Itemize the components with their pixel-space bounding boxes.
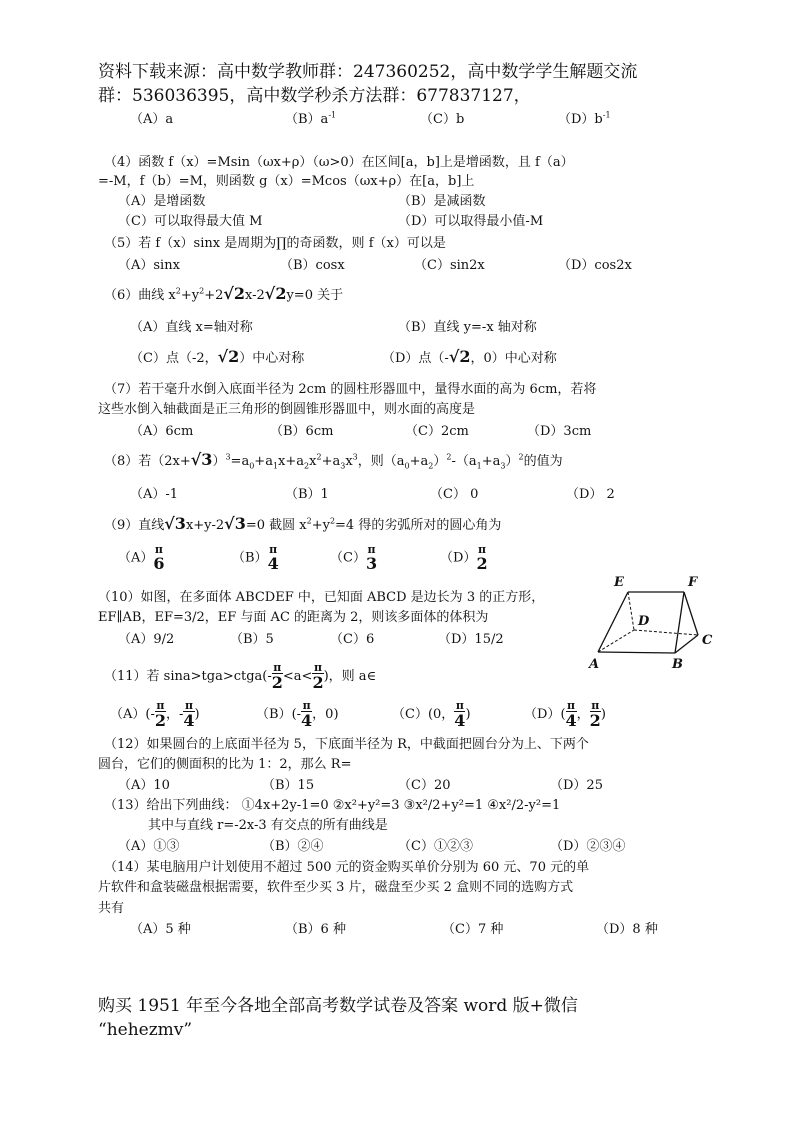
q13-option-c: （C）①②③ — [398, 839, 473, 854]
q14-stem-line-2: 片软件和盒装磁盘根据需要，软件至少买 3 片，磁盘至少买 2 盒则不同的选购方式 — [98, 880, 574, 895]
q11-option-a: （A）(- $\frac{\pi}{2}$ ，- $\frac{\pi}{4}$ ) — [110, 699, 200, 730]
q6-stem: （6）曲线 $x^2+y^2+2√2x-2√2y=0$ 关于 — [104, 284, 344, 303]
q7-option-c: （C）2cm — [405, 424, 469, 439]
vertex-label-d: D — [638, 614, 650, 629]
q4-option-b: （B）是减函数 — [398, 194, 486, 209]
edge-ab — [598, 652, 675, 653]
edge-fc — [684, 592, 698, 635]
q12-stem-line-1: （12）如果圆台的上底面半径为 5，下底面半径为 R，中截面把圆台分为上、下两个 — [104, 737, 589, 752]
q9-stem: （9）直线√3x+y-2√3=0 截圆 $x^2+y^2=4$ 得的劣弧所对的圆心角为 — [104, 514, 502, 533]
q14-stem-line-3: 共有 — [98, 901, 125, 916]
header-line-2: 群：536036395，高中数学秒杀方法群：677837127， — [98, 86, 531, 106]
q9-option-d: （D） π 2 — [440, 543, 488, 573]
q13-stem-line-2: 其中与直线 r=-2x-3 有交点的所有曲线是 — [148, 818, 388, 833]
header-line-1: 资料下载来源：高中数学教师群：247360252，高中数学学生解题交流 — [98, 62, 638, 82]
q5-option-d: （D）cos2x — [558, 258, 632, 273]
q6-option-a: （A）直线 x=轴对称 — [130, 320, 253, 335]
q3-option-d: $(D)b^{-1}$ — [558, 110, 611, 127]
q14-stem-line-1: （14）某电脑用户计划使用不超过 500 元的资金购买单价分别为 60 元、70 元的单 — [104, 860, 590, 875]
q8-option-a: （A）-1 — [130, 487, 179, 502]
q8-stem: （8）若$(2x+√3)^3=a_0+a_1x+a_2x^2+a_3x^3$，则$(a_0+a_2)^2-(a_1+a_3)^2$的值为 — [104, 450, 563, 471]
q11-stem: （11）若 sina>tga>ctga(- $\frac{\pi}{2}$ <a< $\frac{\pi}{2}$ )，则 a∈ — [104, 661, 377, 692]
q5-option-c: （C）sin2x — [414, 258, 485, 273]
vertex-label-b: B — [672, 657, 683, 672]
q4-option-d: （D）可以取得最小值-M — [398, 214, 544, 229]
q14-option-c: （C）7 种 — [442, 922, 504, 937]
edge-bc — [675, 635, 698, 653]
q10-option-d: （D）15/2 — [438, 632, 504, 647]
q12-option-a: （A）10 — [118, 778, 170, 793]
q13-stem-line-1: （13）给出下列曲线： ①4x+2y-1=0 ②x²+y²=3 ③x²/2+y²=1 ④x²/2-y²=1 — [104, 798, 561, 813]
polyhedron-figure — [588, 572, 724, 672]
q10-stem-line-2: EF∥AB，EF=3/2，EF 与面 AC 的距离为 2，则该多面体的体积为 — [98, 610, 489, 625]
q6-option-c: （C）点（-2，√2）中心对称 — [130, 347, 305, 366]
q3-option-b: $(B)a^{-1}$ — [285, 110, 337, 127]
q12-option-c: （C）20 — [398, 778, 451, 793]
q6-option-b: （B）直线 y=-x 轴对称 — [398, 320, 537, 335]
q6-option-d: （D）点（-√2，0）中心对称 — [382, 347, 557, 366]
footer-line-2: “hehezmv” — [98, 1020, 193, 1040]
q7-option-b: （B）6cm — [270, 424, 334, 439]
q11-option-b: （B）(- $\frac{\pi}{4}$ ，0) — [256, 699, 339, 730]
q9-option-c: （C） π 3 — [330, 543, 378, 573]
q12-option-d: （D）25 — [550, 778, 603, 793]
footer-line-1: 购买 1951 年至今各地全部高考数学试卷及答案 word 版+微信 — [98, 996, 578, 1016]
q10-stem-line-1: （10）如图，在多面体 ABCDEF 中，已知面 ABCD 是边长为 3 的正方形， — [98, 590, 545, 605]
q3-option-a: （A）a — [130, 112, 174, 127]
q4-option-c: （C）可以取得最大值 M — [118, 214, 263, 229]
edge-fb — [675, 592, 684, 653]
q7-option-a: （A）6cm — [130, 424, 194, 439]
q7-option-d: （D）3cm — [527, 424, 592, 439]
q13-option-d: （D）②③④ — [550, 839, 626, 854]
q5-option-b: （B）cosx — [280, 258, 345, 273]
q4-stem-line-1: （4）函数 f（x）=Msin（ωx+ρ）（ω>0）在区间[a，b]上是增函数，且 f（a） — [104, 155, 574, 170]
q8-option-d: （D） 2 — [566, 487, 615, 502]
q7-stem-line-1: （7）若干毫升水倒入底面半径为 2cm 的圆柱形器皿中，量得水面的高为 6cm，若将 — [104, 382, 597, 397]
q4-stem-line-2: =-M，f（b）=M，则函数 g（x）=Mcos（ωx+ρ）在[a，b]上 — [98, 174, 475, 189]
q4-option-a: （A）是增函数 — [118, 194, 206, 209]
q11-option-c: （C）(0， $\frac{\pi}{4}$ ) — [392, 699, 471, 730]
vertex-label-e: E — [614, 575, 624, 590]
q9-option-b: （B） π 4 — [232, 543, 279, 573]
vertex-label-c: C — [702, 633, 713, 648]
q14-option-d: （D）8 种 — [596, 922, 658, 937]
edge-dc — [634, 630, 698, 635]
q10-option-c: （C）6 — [330, 632, 375, 647]
q14-option-b: （B）6 种 — [285, 922, 346, 937]
q10-option-a: （A）9/2 — [118, 632, 175, 647]
q12-option-b: （B）15 — [262, 778, 315, 793]
edge-ed — [628, 592, 634, 630]
q11-option-d: （D）( $\frac{\pi}{4}$ ， $\frac{\pi}{2}$ ) — [524, 699, 606, 730]
q8-option-b: （B）1 — [285, 487, 329, 502]
q5-stem: （5）若 f（x）sinx 是周期为∏的奇函数，则 f（x）可以是 — [104, 236, 446, 251]
q9-option-a: （A） π 6 — [118, 543, 165, 573]
vertex-label-f: F — [688, 575, 698, 590]
q12-stem-line-2: 圆台，它们的侧面积的比为 1：2，那么 R= — [98, 757, 352, 772]
q5-option-a: （A）sinx — [118, 258, 180, 273]
q3-option-c: （C）b — [420, 112, 465, 127]
q8-option-c: （C） 0 — [430, 487, 479, 502]
q7-stem-line-2: 这些水倒入轴截面是正三角形的倒圆锥形器皿中，则水面的高度是 — [98, 402, 476, 417]
q13-option-b: （B）②④ — [262, 839, 324, 854]
q10-option-b: （B）5 — [230, 632, 274, 647]
q14-option-a: （A）5 种 — [130, 922, 191, 937]
q13-option-a: （A）①③ — [118, 839, 180, 854]
vertex-label-a: A — [589, 657, 600, 672]
